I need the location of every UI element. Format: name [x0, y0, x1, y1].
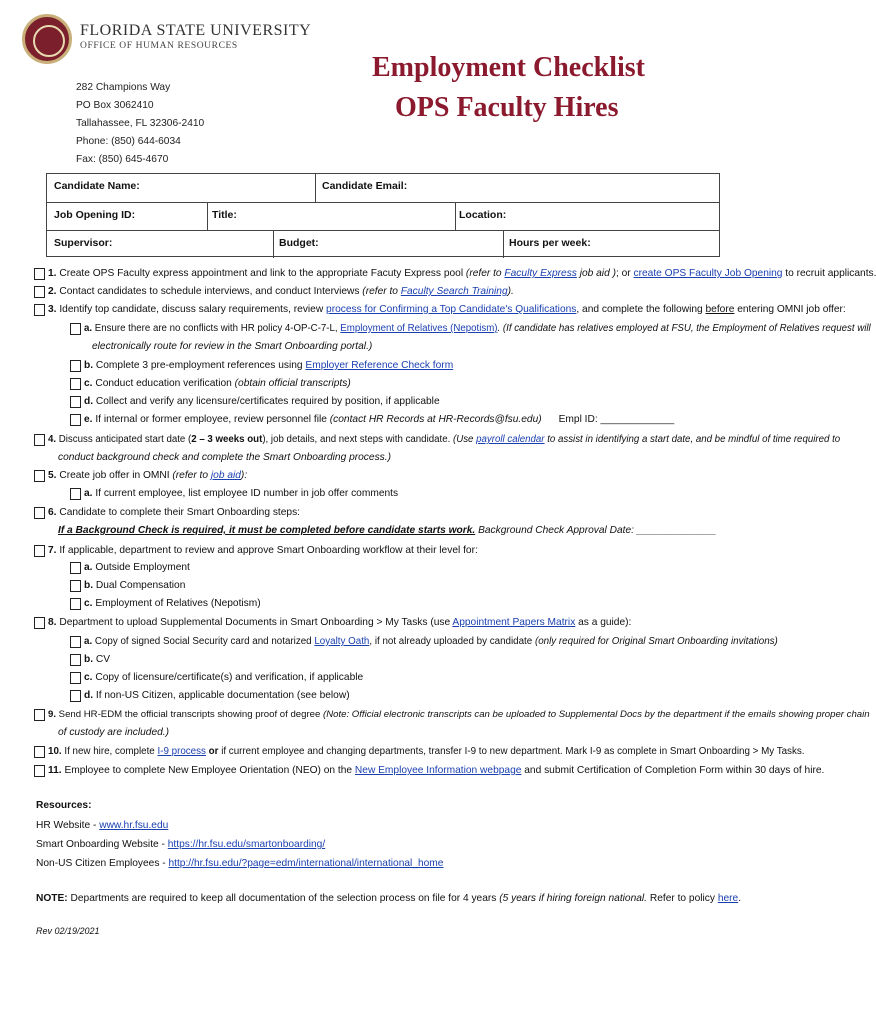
list-item-continuation: electronically route for review in the Smart Onboarding portal.)	[92, 341, 373, 352]
background-check-note: If a Background Check is required, it must be completed before candidate starts work. Background Check Approval Date: ______________	[58, 525, 717, 536]
job-aid-link[interactable]: job aid	[210, 470, 241, 481]
list-item: 6. Candidate to complete their Smart Onboarding steps:	[48, 507, 301, 518]
resource-non-us: Non-US Citizen Employees - http://hr.fsu.edu/?page=edm/international/international_home	[36, 858, 444, 869]
checkbox-item-6[interactable]	[34, 507, 45, 519]
list-item: 9. Send HR-EDM the official transcripts showing proof of degree (Note: Official electronic transcripts can be uploaded to Supplemental Docs by the department if the emails showing proper chain	[48, 709, 870, 720]
fsu-seal-logo	[22, 14, 72, 64]
international-link[interactable]: http://hr.fsu.edu/?page=edm/international/international_home	[168, 858, 444, 869]
checkbox-item-8[interactable]	[34, 617, 45, 629]
list-item: a. Outside Employment	[84, 562, 190, 573]
list-item: 4. Discuss anticipated start date (2 – 3 weeks out), job details, and next steps with candidate. (Use payroll calendar to assist in identifying a start date, and be mindful of time required to	[48, 434, 841, 445]
list-item: 8. Department to upload Supplemental Documents in Smart Onboarding > My Tasks (use Appointment Papers Matrix as a guide):	[48, 617, 632, 628]
address-line: Tallahassee, FL 32306-2410	[76, 118, 205, 129]
checkbox-item-4[interactable]	[34, 434, 45, 446]
checkbox-item-8a[interactable]	[70, 636, 81, 648]
list-item: c. Conduct education verification (obtain official transcripts)	[84, 378, 351, 389]
checkbox-item-3d[interactable]	[70, 396, 81, 408]
hours-per-week-field[interactable]: Hours per week:	[509, 237, 591, 249]
nepotism-policy-link[interactable]: Employment of Relatives (Nepotism)	[340, 323, 498, 334]
list-item: a. Ensure there are no conflicts with HR policy 4-OP-C-7-L, Employment of Relatives (Nepotism). (If candidate has relatives employed at FSU, the Employment of Relatives request will	[84, 323, 871, 334]
checkbox-item-3c[interactable]	[70, 378, 81, 390]
checkbox-item-7[interactable]	[34, 545, 45, 557]
appointment-papers-matrix-link[interactable]: Appointment Papers Matrix	[452, 617, 576, 628]
address-line: PO Box 3062410	[76, 100, 154, 111]
checkbox-item-10[interactable]	[34, 746, 45, 758]
list-item: b. Complete 3 pre-employment references using Employer Reference Check form	[84, 360, 454, 371]
location-field[interactable]: Location:	[459, 209, 507, 221]
document-title: Employment Checklist	[372, 52, 645, 83]
checkbox-item-2[interactable]	[34, 286, 45, 298]
smart-onboarding-link[interactable]: https://hr.fsu.edu/smartonboarding/	[167, 839, 326, 850]
office-name: OFFICE OF HUMAN RESOURCES	[80, 41, 238, 51]
checkbox-item-3b[interactable]	[70, 360, 81, 372]
policy-here-link[interactable]: here	[717, 893, 739, 904]
reference-check-form-link[interactable]: Employer Reference Check form	[305, 360, 454, 371]
checkbox-item-8b[interactable]	[70, 654, 81, 666]
list-item-continuation: of custody are included.)	[58, 727, 169, 738]
list-item: a. If current employee, list employee ID number in job offer comments	[84, 488, 399, 499]
resource-hr-website: HR Website - www.hr.fsu.edu	[36, 820, 169, 831]
checkbox-item-8d[interactable]	[70, 690, 81, 702]
list-item: a. Copy of signed Social Security card and notarized Loyalty Oath, if not already uploaded by candidate (only required for Original Smart Onboarding invitations)	[84, 636, 778, 647]
list-item: 1. Create OPS Faculty express appointment and link to the appropriate Facuty Express pool (refer to Faculty Express job aid ); or create OPS Faculty Job Opening to recruit applicants.	[48, 268, 876, 279]
list-item: 7. If applicable, department to review and approve Smart Onboarding workflow at their level for:	[48, 545, 478, 556]
new-employee-info-link[interactable]: New Employee Information webpage	[354, 765, 522, 776]
title-field[interactable]: Title:	[212, 209, 237, 221]
list-item: c. Copy of licensure/certificate(s) and verification, if applicable	[84, 672, 364, 683]
list-item-continuation: conduct background check and complete the Smart Onboarding process.)	[58, 452, 391, 463]
faculty-search-training-link[interactable]: Faculty Search Training	[400, 286, 508, 297]
checkbox-item-11[interactable]	[34, 765, 45, 777]
address-line: 282 Champions Way	[76, 82, 171, 93]
list-item: d. If non-US Citizen, applicable documentation (see below)	[84, 690, 350, 701]
list-item: 2. Contact candidates to schedule interviews, and conduct Interviews (refer to Faculty Search Training).	[48, 286, 514, 297]
list-item: b. CV	[84, 654, 111, 665]
document-subtitle: OPS Faculty Hires	[395, 92, 619, 123]
checkbox-item-7c[interactable]	[70, 598, 81, 610]
list-item: 11. Employee to complete New Employee Orientation (NEO) on the New Employee Information webpage and submit Certification of Completion Form within 30 days of hire.	[48, 765, 825, 776]
candidate-info-table	[46, 173, 720, 257]
checkbox-item-5[interactable]	[34, 470, 45, 482]
resources-heading: Resources:	[36, 800, 92, 811]
hr-website-link[interactable]: www.hr.fsu.edu	[99, 820, 169, 831]
list-item: d. Collect and verify any licensure/certificates required by position, if applicable	[84, 396, 440, 407]
checkbox-item-7b[interactable]	[70, 580, 81, 592]
create-job-opening-link[interactable]: create OPS Faculty Job Opening	[633, 268, 783, 279]
fax-line: Fax: (850) 645-4670	[76, 154, 169, 165]
checkbox-item-1[interactable]	[34, 268, 45, 280]
faculty-express-link[interactable]: Faculty Express	[504, 268, 577, 279]
revision-date: Rev 02/19/2021	[36, 926, 100, 936]
job-opening-id-field[interactable]: Job Opening ID:	[54, 209, 136, 221]
checkbox-item-3[interactable]	[34, 304, 45, 316]
list-item: b. Dual Compensation	[84, 580, 186, 591]
list-item: 3. Identify top candidate, discuss salary requirements, review process for Confirming a Top Candidate's Qualifications, and complete the following before entering OMNI job offer:	[48, 304, 846, 315]
retention-note: NOTE: Departments are required to keep all documentation of the selection process on file for 4 years (5 years if hiring foreign national. Refer to policy here.	[36, 893, 742, 904]
i9-process-link[interactable]: I-9 process	[157, 746, 206, 757]
resource-smart-onboarding: Smart Onboarding Website - https://hr.fsu.edu/smartonboarding/	[36, 839, 326, 850]
candidate-name-field[interactable]: Candidate Name:	[54, 180, 140, 192]
phone-line: Phone: (850) 644-6034	[76, 136, 181, 147]
checkbox-item-9[interactable]	[34, 709, 45, 721]
payroll-calendar-link[interactable]: payroll calendar	[476, 434, 545, 445]
list-item: 10. If new hire, complete I-9 process or if current employee and changing departments, transfer I-9 to new department. Mark I-9 as complete in Smart Onboarding > My Tasks.	[48, 746, 805, 757]
checkbox-item-3a[interactable]	[70, 323, 81, 335]
checkbox-item-3e[interactable]	[70, 414, 81, 426]
checkbox-item-5a[interactable]	[70, 488, 81, 500]
list-item: 5. Create job offer in OMNI (refer to job aid):	[48, 470, 248, 481]
loyalty-oath-link[interactable]: Loyalty Oath	[314, 636, 370, 647]
checkbox-item-7a[interactable]	[70, 562, 81, 574]
confirming-candidate-link[interactable]: process for Confirming a Top Candidate's Qualifications	[326, 304, 577, 315]
checkbox-item-8c[interactable]	[70, 672, 81, 684]
supervisor-field[interactable]: Supervisor:	[54, 237, 113, 249]
university-name: FLORIDA STATE UNIVERSITY	[80, 22, 312, 39]
list-item: e. If internal or former employee, review personnel file (contact HR Records at HR-Records@fsu.edu) Empl ID: _____________	[84, 414, 675, 425]
candidate-email-field[interactable]: Candidate Email:	[322, 180, 408, 192]
list-item: c. Employment of Relatives (Nepotism)	[84, 598, 261, 609]
budget-field[interactable]: Budget:	[279, 237, 319, 249]
